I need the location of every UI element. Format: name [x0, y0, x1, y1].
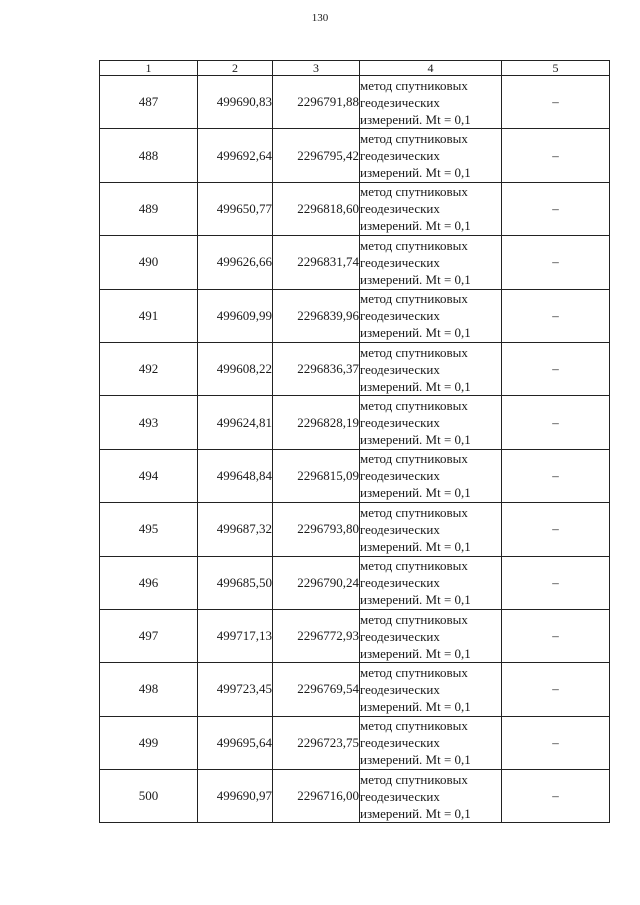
table-row — [100, 449, 610, 502]
table-row — [100, 609, 610, 662]
table-row — [100, 663, 610, 716]
x-coordinate-cell: 499687,32 — [198, 503, 273, 556]
table-row — [100, 503, 610, 556]
x-coordinate-cell: 499723,45 — [198, 663, 273, 716]
method-line: измерений. Mt = 0,1 — [360, 538, 471, 554]
method-line: метод спутниковых — [360, 131, 468, 147]
note-cell: – — [502, 76, 610, 129]
y-coordinate-cell: 2296769,54 — [273, 663, 360, 716]
note-cell: – — [502, 182, 610, 235]
table-row — [100, 770, 610, 823]
method-line: метод спутниковых — [360, 664, 468, 680]
method-line: измерений. Mt = 0,1 — [360, 218, 471, 234]
header-col-5: 5 — [502, 61, 610, 76]
method-cell — [360, 609, 502, 662]
point-number-cell: 497 — [100, 609, 198, 662]
method-cell — [360, 556, 502, 609]
point-number-cell: 489 — [100, 182, 198, 235]
table-row — [100, 236, 610, 289]
method-cell — [360, 129, 502, 182]
point-number-cell: 498 — [100, 663, 198, 716]
note-cell: – — [502, 716, 610, 769]
x-coordinate-cell: 499650,77 — [198, 182, 273, 235]
method-line: геодезических — [360, 681, 440, 697]
point-number-cell: 492 — [100, 342, 198, 395]
header-col-2: 2 — [198, 61, 273, 76]
y-coordinate-cell: 2296795,42 — [273, 129, 360, 182]
method-line: геодезических — [360, 735, 440, 751]
method-line: метод спутниковых — [360, 184, 468, 200]
point-number-cell: 495 — [100, 503, 198, 556]
method-line: геодезических — [360, 148, 440, 164]
method-line: измерений. Mt = 0,1 — [360, 111, 471, 127]
method-line: метод спутниковых — [360, 611, 468, 627]
method-line: метод спутниковых — [360, 558, 468, 574]
point-number-cell: 499 — [100, 716, 198, 769]
x-coordinate-cell: 499692,64 — [198, 129, 273, 182]
method-cell — [360, 396, 502, 449]
method-line: геодезических — [360, 94, 440, 110]
point-number-cell: 494 — [100, 449, 198, 502]
table-row — [100, 342, 610, 395]
method-line: измерений. Mt = 0,1 — [360, 325, 471, 341]
x-coordinate-cell: 499609,99 — [198, 289, 273, 342]
x-coordinate-cell: 499624,81 — [198, 396, 273, 449]
method-line: метод спутниковых — [360, 451, 468, 467]
x-coordinate-cell: 499717,13 — [198, 609, 273, 662]
method-line: измерений. Mt = 0,1 — [360, 592, 471, 608]
table-header-row — [100, 61, 610, 76]
note-cell: – — [502, 663, 610, 716]
method-line: измерений. Mt = 0,1 — [360, 271, 471, 287]
table-row — [100, 76, 610, 129]
y-coordinate-cell: 2296839,96 — [273, 289, 360, 342]
page-number: 130 — [311, 12, 329, 24]
method-line: геодезических — [360, 468, 440, 484]
note-cell: – — [502, 342, 610, 395]
x-coordinate-cell: 499695,64 — [198, 716, 273, 769]
y-coordinate-cell: 2296790,24 — [273, 556, 360, 609]
method-cell — [360, 182, 502, 235]
x-coordinate-cell: 499685,50 — [198, 556, 273, 609]
y-coordinate-cell: 2296828,19 — [273, 396, 360, 449]
table-row — [100, 556, 610, 609]
note-cell: – — [502, 770, 610, 823]
method-cell — [360, 503, 502, 556]
note-cell: – — [502, 396, 610, 449]
x-coordinate-cell: 499690,83 — [198, 76, 273, 129]
note-cell: – — [502, 289, 610, 342]
y-coordinate-cell: 2296831,74 — [273, 236, 360, 289]
note-cell: – — [502, 609, 610, 662]
method-line: метод спутниковых — [360, 77, 468, 93]
method-line: геодезических — [360, 308, 440, 324]
method-line: измерений. Mt = 0,1 — [360, 805, 471, 821]
y-coordinate-cell: 2296818,60 — [273, 182, 360, 235]
table-row — [100, 129, 610, 182]
x-coordinate-cell: 499626,66 — [198, 236, 273, 289]
note-cell: – — [502, 556, 610, 609]
method-line: метод спутниковых — [360, 398, 468, 414]
method-cell — [360, 76, 502, 129]
note-cell: – — [502, 503, 610, 556]
method-line: метод спутниковых — [360, 771, 468, 787]
method-line: геодезических — [360, 415, 440, 431]
table-row — [100, 396, 610, 449]
y-coordinate-cell: 2296716,00 — [273, 770, 360, 823]
method-line: геодезических — [360, 521, 440, 537]
method-cell — [360, 663, 502, 716]
method-line: измерений. Mt = 0,1 — [360, 485, 471, 501]
header-col-1: 1 — [100, 61, 198, 76]
y-coordinate-cell: 2296772,93 — [273, 609, 360, 662]
method-line: измерений. Mt = 0,1 — [360, 432, 471, 448]
method-line: геодезических — [360, 575, 440, 591]
y-coordinate-cell: 2296793,80 — [273, 503, 360, 556]
method-line: измерений. Mt = 0,1 — [360, 645, 471, 661]
point-number-cell: 488 — [100, 129, 198, 182]
method-line: метод спутниковых — [360, 504, 468, 520]
table-row — [100, 182, 610, 235]
point-number-cell: 490 — [100, 236, 198, 289]
method-line: измерений. Mt = 0,1 — [360, 698, 471, 714]
y-coordinate-cell: 2296723,75 — [273, 716, 360, 769]
table-row — [100, 716, 610, 769]
method-line: метод спутниковых — [360, 718, 468, 734]
table-row — [100, 289, 610, 342]
point-number-cell: 487 — [100, 76, 198, 129]
method-cell — [360, 289, 502, 342]
point-number-cell: 500 — [100, 770, 198, 823]
method-cell — [360, 716, 502, 769]
x-coordinate-cell: 499608,22 — [198, 342, 273, 395]
method-line: метод спутниковых — [360, 291, 468, 307]
note-cell: – — [502, 129, 610, 182]
point-number-cell: 493 — [100, 396, 198, 449]
point-number-cell: 496 — [100, 556, 198, 609]
method-line: геодезических — [360, 788, 440, 804]
method-line: метод спутниковых — [360, 237, 468, 253]
y-coordinate-cell: 2296815,09 — [273, 449, 360, 502]
x-coordinate-cell: 499690,97 — [198, 770, 273, 823]
point-number-cell: 491 — [100, 289, 198, 342]
method-cell — [360, 449, 502, 502]
coordinates-table — [99, 60, 610, 823]
note-cell: – — [502, 449, 610, 502]
header-col-3: 3 — [273, 61, 360, 76]
y-coordinate-cell: 2296836,37 — [273, 342, 360, 395]
method-line: геодезических — [360, 254, 440, 270]
method-cell — [360, 236, 502, 289]
note-cell: – — [502, 236, 610, 289]
method-line: геодезических — [360, 361, 440, 377]
header-col-4: 4 — [360, 61, 502, 76]
x-coordinate-cell: 499648,84 — [198, 449, 273, 502]
method-line: измерений. Mt = 0,1 — [360, 165, 471, 181]
method-line: геодезических — [360, 628, 440, 644]
table-body — [100, 76, 610, 823]
method-line: измерений. Mt = 0,1 — [360, 378, 471, 394]
y-coordinate-cell: 2296791,88 — [273, 76, 360, 129]
method-cell — [360, 342, 502, 395]
method-line: метод спутниковых — [360, 344, 468, 360]
method-cell — [360, 770, 502, 823]
method-line: геодезических — [360, 201, 440, 217]
method-line: измерений. Mt = 0,1 — [360, 752, 471, 768]
